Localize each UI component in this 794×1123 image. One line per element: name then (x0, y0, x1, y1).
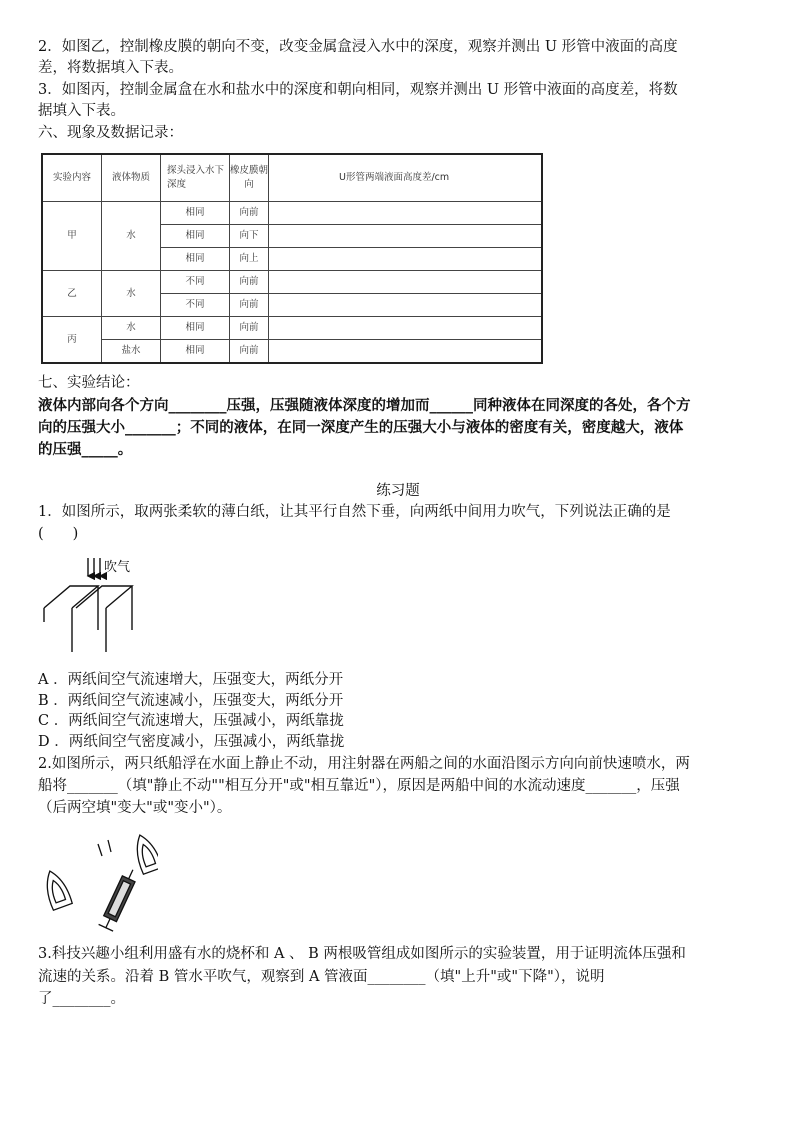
group-liquid: 水 (102, 317, 161, 340)
question-2-line-3: （后两空填"变大"或"变小"）。 (38, 800, 232, 816)
paragraph-step-2-cont: 差，将数据填入下表。 (38, 60, 183, 76)
group-liquid: 盐水 (102, 340, 161, 364)
cell-orientation: 向前 (230, 294, 269, 317)
cell-depth: 不同 (161, 294, 230, 317)
boats-syringe-figure (38, 830, 158, 940)
header-depth: 探头浸入水下深度 (161, 154, 230, 202)
cell-answer[interactable] (269, 294, 543, 317)
conclusion-line-3: 的压强_____。 (38, 441, 133, 458)
question-3-line-2: 流速的关系。沿着 B 管水平吹气，观察到 A 管液面________（填"上升"或"下降"），说明 (38, 969, 605, 985)
cell-depth: 相同 (161, 225, 230, 248)
group-liquid: 水 (102, 202, 161, 271)
cell-depth: 相同 (161, 248, 230, 271)
option-d[interactable]: D ．两纸间空气密度减小，压强减小，两纸靠拢 (38, 733, 345, 750)
question-2-line-2: 船将_______（填"静止不动""相互分开"或"相互靠近"），原因是两船中间的水流动速度_______，压强 (38, 778, 680, 794)
section-heading-data: 六、现象及数据记录： (38, 125, 183, 141)
section-heading-conclusion: 七、实验结论： (38, 375, 140, 391)
header-height-diff: U形管两端液面高度差/cm (269, 154, 543, 202)
blow-label: 吹气 (104, 560, 131, 575)
cell-orientation: 向前 (230, 202, 269, 225)
cell-orientation: 向前 (230, 271, 269, 294)
option-a[interactable]: A ．两纸间空气流速增大，压强变大，两纸分开 (38, 672, 344, 688)
cell-answer[interactable] (269, 202, 543, 225)
header-liquid: 液体物质 (102, 154, 161, 202)
option-c[interactable]: C ．两纸间空气流速增大，压强减小，两纸靠拢 (38, 713, 344, 730)
data-record-table (41, 153, 543, 364)
group-name: 丙 (42, 317, 102, 364)
cell-depth: 不同 (161, 271, 230, 294)
options-list (38, 670, 344, 752)
cell-orientation: 向下 (230, 225, 269, 248)
cell-answer[interactable] (269, 248, 543, 271)
conclusion-line-2: 向的压强大小_______；不同的液体，在同一深度产生的压强大小与液体的密度有关，密度越大，液体 (38, 419, 684, 436)
header-orientation: 橡皮膜朝向 (230, 154, 269, 202)
option-b[interactable]: B ．两纸间空气流速减小，压强变大，两纸分开 (38, 692, 344, 709)
question-3-line-3: 了________。 (38, 991, 125, 1007)
header-content: 实验内容 (42, 154, 102, 202)
group-liquid: 水 (102, 271, 161, 317)
paper-blowing-figure (40, 556, 150, 656)
cell-orientation: 向前 (230, 317, 269, 340)
question-1: 1．如图所示，取两张柔软的薄白纸，让其平行自然下垂，向两纸中间用力吹气，下列说法正确的是 (38, 504, 671, 520)
paragraph-step-3: 3．如图丙，控制金属盒在水和盐水中的深度和朝向相同，观察并测出 U 形管中液面的高度差，将数 (38, 82, 678, 98)
cell-depth: 相同 (161, 317, 230, 340)
conclusion-line-1: 液体内部向各个方向________压强，压强随液体深度的增加而______同种液体在同深度的各处，各个方 (38, 397, 691, 414)
cell-depth: 相同 (161, 340, 230, 364)
group-name: 乙 (42, 271, 102, 317)
cell-answer[interactable] (269, 271, 543, 294)
paragraph-step-3-cont: 据填入下表。 (38, 103, 125, 119)
cell-orientation: 向前 (230, 340, 269, 364)
exercise-title: 练习题 (376, 483, 420, 499)
cell-answer[interactable] (269, 225, 543, 248)
paragraph-step-2: 2．如图乙，控制橡皮膜的朝向不变，改变金属盒浸入水中的深度，观察并测出 U 形管中液面的高度 (38, 39, 678, 55)
cell-depth: 相同 (161, 202, 230, 225)
question-3: 3.科技兴趣小组利用盛有水的烧杯和 A 、 B 两根吸管组成如图所示的实验装置，用于证明流体压强和 (38, 946, 686, 962)
cell-answer[interactable] (269, 317, 543, 340)
question-1-bracket: ( ) (38, 526, 79, 542)
question-2: 2.如图所示，两只纸船浮在水面上静止不动，用注射器在两船之间的水面沿图示方向向前快速喷水，两 (38, 756, 690, 772)
cell-orientation: 向上 (230, 248, 269, 271)
cell-answer[interactable] (269, 340, 543, 364)
group-name: 甲 (42, 202, 102, 271)
